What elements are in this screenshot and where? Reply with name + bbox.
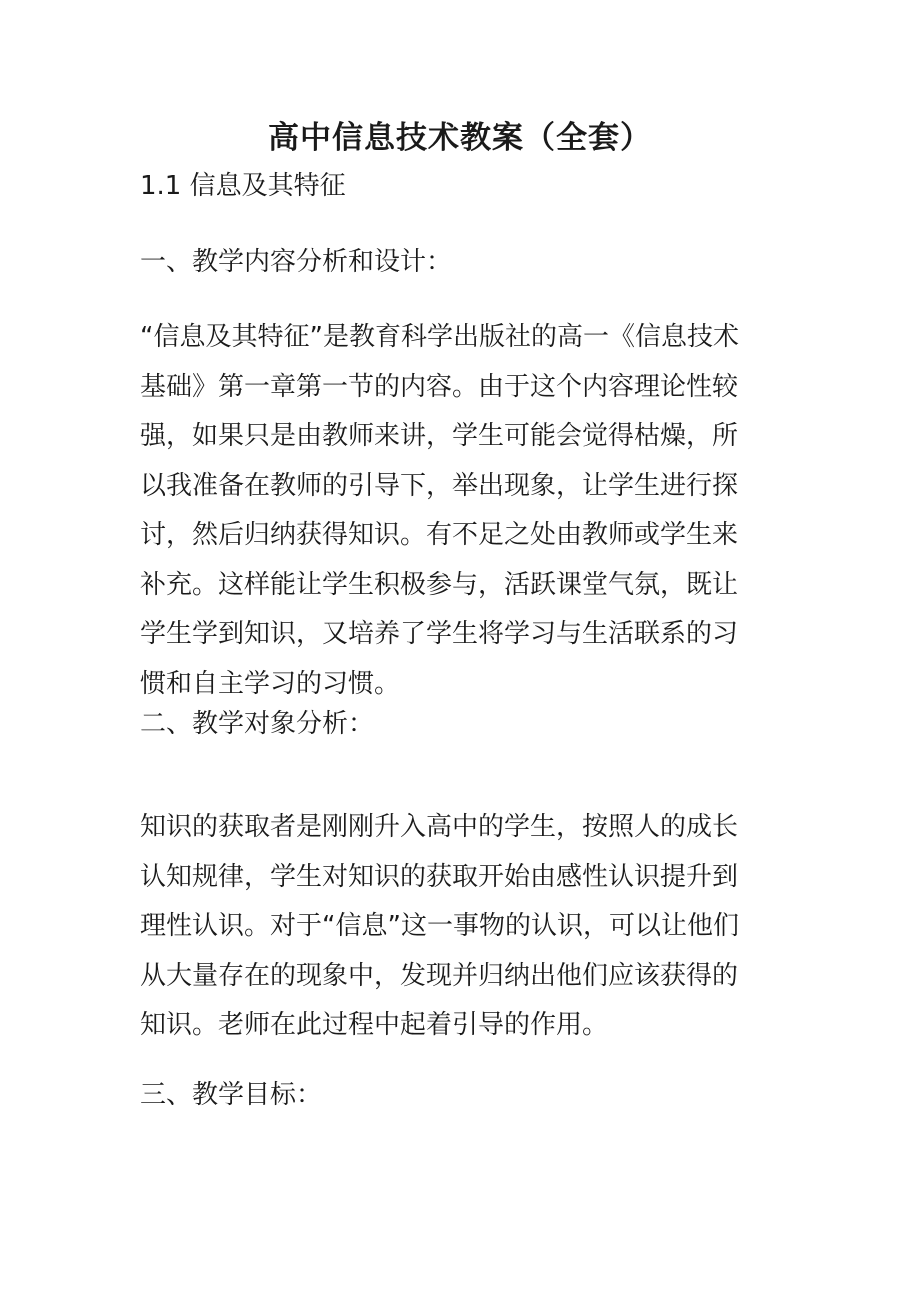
paragraph-line: “信息及其特征”是教育科学出版社的高一《信息技术	[140, 322, 739, 352]
paragraph-line: 学生学到知识，又培养了学生将学习与生活联系的习	[140, 619, 739, 649]
paragraph-line: 从大量存在的现象中，发现并归纳出他们应该获得的	[140, 960, 739, 991]
document-title: 高中信息技术教案（全套）	[268, 120, 652, 156]
paragraph-line: 知识。老师在此过程中起着引导的作用。	[140, 1010, 609, 1040]
heading-content-analysis: 一、教学内容分析和设计：	[140, 247, 453, 277]
heading-teaching-goals: 三、教学目标：	[140, 1080, 323, 1110]
paragraph-line: 讨，然后归纳获得知识。有不足之处由教师或学生来	[140, 520, 739, 550]
paragraph-line: 补充。这样能让学生积极参与，活跃课堂气氛，既让	[140, 569, 739, 600]
paragraph-line: 理性认识。对于“信息”这一事物的认识，可以让他们	[140, 911, 739, 941]
paragraph-line: 基础》第一章第一节的内容。由于这个内容理论性较	[140, 371, 739, 402]
paragraph-line: 以我准备在教师的引导下，举出现象，让学生进行探	[140, 470, 739, 501]
paragraph-line: 认知规律，学生对知识的获取开始由感性认识提升到	[140, 861, 739, 892]
paragraph-line: 知识的获取者是刚刚升入高中的学生，按照人的成长	[140, 812, 739, 842]
paragraph-audience-analysis	[140, 803, 800, 1051]
paragraph-line: 强，如果只是由教师来讲，学生可能会觉得枯燥，所	[140, 421, 739, 451]
section-title: 1.1 信息及其特征	[140, 171, 346, 201]
paragraph-content-analysis	[140, 313, 800, 709]
heading-audience-analysis: 二、教学对象分析：	[140, 709, 375, 739]
paragraph-line: 惯和自主学习的习惯。	[140, 668, 401, 699]
